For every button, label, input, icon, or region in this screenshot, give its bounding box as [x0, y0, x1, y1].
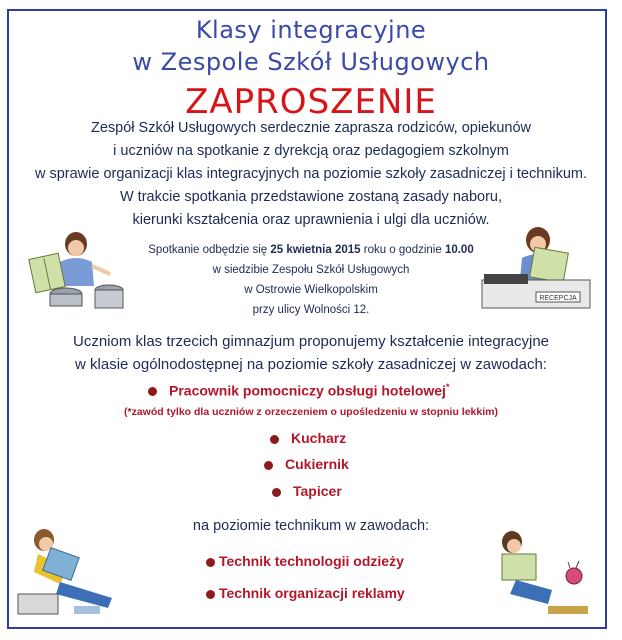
bullet-icon	[264, 461, 273, 470]
technical-item-2-label: Technik organizacji reklamy	[219, 585, 405, 601]
meeting-line-4: przy ulicy Wolności 12.	[252, 304, 370, 316]
meeting-line-2: w siedzibie Zespołu Szkół Usługowych	[212, 264, 410, 276]
vocational-note: (*zawód tylko dla uczniów z orzeczeniem o upośledzeniu w stopniu lekkim)	[124, 406, 498, 418]
meeting-date: 25 kwietnia 2015	[270, 244, 361, 256]
bullet-icon	[270, 435, 279, 444]
bullet-icon	[272, 488, 281, 497]
offer-line-1: Uczniom klas trzecich gimnazjum proponujemy kształcenie integracyjne	[72, 333, 550, 350]
technical-intro: na poziomie technikum w zawodach:	[192, 518, 430, 534]
invitation-line-4: W trakcie spotkania przedstawione zostaną zasady naboru,	[119, 189, 503, 205]
reception-sign: RECEPCJA	[539, 295, 577, 302]
invitation-line-2: i uczniów na spotkanie z dyrekcją oraz pedagogiem szkolnym	[113, 143, 509, 159]
vocational-item-1	[148, 382, 449, 399]
invitation-line-3: w sprawie organizacji klas integracyjnych na poziomie szkoły zasadniczej i technikum.	[34, 166, 588, 182]
heading-line-1: Klasy integracyjne	[195, 16, 427, 44]
invitation-line-5: kierunki kształcenia oraz uprawnienia i ulgi dla uczniów.	[132, 212, 490, 228]
vocational-item-3	[264, 456, 349, 472]
bullet-icon	[148, 387, 157, 396]
vocational-item-3-label: Cukiernik	[285, 456, 349, 472]
vocational-item-4-label: Tapicer	[293, 483, 342, 499]
technical-item-1	[206, 553, 404, 569]
heading-line-2: w Zespole Szkół Usługowych	[132, 48, 490, 76]
vocational-item-2	[270, 430, 346, 446]
vocational-item-4	[272, 483, 342, 499]
meeting-middle: roku o godzinie	[360, 244, 445, 256]
reading-girl-illustration	[16, 524, 134, 620]
cooking-girl-illustration	[14, 224, 134, 316]
bullet-icon	[206, 590, 215, 599]
vocational-item-1-label: Pracownik pomocniczy obsługi hotelowej	[169, 382, 446, 399]
page-title: ZAPROSZENIE	[185, 82, 437, 122]
offer-line-2: w klasie ogólnodostępnej na poziomie szkoły zasadniczej w zawodach:	[75, 356, 547, 373]
technical-item-1-label: Technik technologii odzieży	[219, 553, 404, 569]
meeting-line-3: w Ostrowie Wielkopolskim	[244, 284, 378, 296]
footnote-mark: *	[445, 382, 450, 392]
meeting-time: 10.00	[444, 244, 474, 256]
bullet-icon	[206, 558, 215, 567]
reception-girl-illustration	[474, 222, 598, 318]
vocational-item-2-label: Kucharz	[291, 430, 347, 446]
invitation-line-1: Zespół Szkół Usługowych serdecznie zaprasza rodziców, opiekunów	[90, 120, 532, 136]
technical-item-2	[206, 585, 405, 601]
meeting-prefix: Spotkanie odbędzie się	[148, 244, 271, 256]
sewing-girl-illustration	[482, 526, 598, 620]
